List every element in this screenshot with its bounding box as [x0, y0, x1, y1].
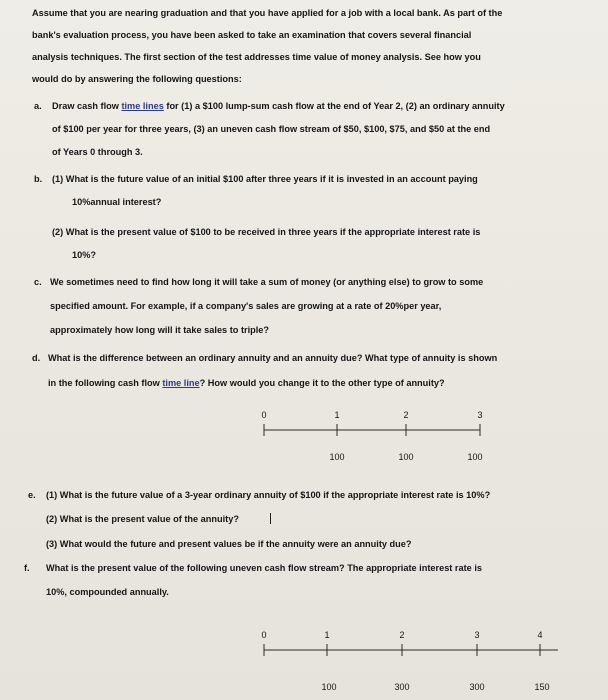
time-lines-link[interactable]: time lines — [121, 101, 164, 111]
question-c-line-3: approximately how long will it take sales to triple? — [50, 325, 270, 335]
intro-line-3: analysis techniques. The first section of the test addresses time value of money analysis. See how you — [32, 52, 481, 62]
question-a-line-2: of $100 per year for three years, (3) an uneven cash flow stream of $50, $100, $75, and $50 at the end — [52, 124, 491, 134]
timeline-f-cashflow-3: 300 — [469, 682, 485, 692]
question-c-marker: c. — [34, 277, 42, 287]
timeline-f-period-4: 4 — [537, 630, 543, 640]
timeline-d-cashflow-2: 100 — [398, 452, 414, 462]
timeline-f-period-2: 2 — [399, 630, 405, 640]
timeline-f-cashflow-1: 100 — [321, 682, 337, 692]
question-d-text-cont: ? How would you change it to the other type of annuity? — [199, 378, 445, 388]
question-d-text: in the following cash flow — [48, 378, 163, 388]
question-a-text-cont: for (1) a $100 lump-sum cash flow at the end of Year 2, (2) an ordinary annuity — [163, 101, 505, 111]
timeline-f-cashflow-2: 300 — [394, 682, 410, 692]
question-d-marker: d. — [32, 353, 41, 363]
question-b-marker: b. — [34, 174, 43, 184]
intro-line-2: bank's evaluation process, you have been asked to take an examination that covers several financial — [32, 30, 472, 40]
question-f-marker: f. — [24, 563, 30, 573]
question-b-line-3: (2) What is the present value of $100 to be received in three years if the appropriate interest rate is — [52, 227, 481, 237]
intro-line-1: Assume that you are nearing graduation and that you have applied for a job with a local bank. As part of the — [32, 8, 503, 18]
timeline-d-period-0: 0 — [261, 410, 267, 420]
question-f-line-1: What is the present value of the following uneven cash flow stream? The appropriate interest rate is — [46, 563, 482, 573]
timeline-d-cashflow-3: 100 — [467, 452, 483, 462]
question-e-line-2: (2) What is the present value of the annuity? — [46, 514, 239, 524]
time-line-link[interactable]: time line — [162, 378, 200, 388]
question-e-line-1: (1) What is the future value of a 3-year ordinary annuity of $100 if the appropriate interest rate is 10%? — [46, 490, 491, 500]
question-f-line-2: 10%, compounded annually. — [46, 587, 169, 597]
question-a-text: Draw cash flow — [52, 101, 122, 111]
timeline-d-cashflow-1: 100 — [329, 452, 345, 462]
text-cursor — [270, 513, 271, 524]
timeline-f-period-0: 0 — [261, 630, 267, 640]
timeline-f-cashflow-4: 150 — [534, 682, 550, 692]
timeline-d-period-1: 1 — [334, 410, 340, 420]
timeline-d-period-3: 3 — [477, 410, 483, 420]
timeline-f-period-1: 1 — [324, 630, 330, 640]
timeline-d-period-2: 2 — [403, 410, 409, 420]
question-b-line-2: 10%annual interest? — [72, 197, 162, 207]
question-c-line-1: We sometimes need to find how long it will take a sum of money (or anything else) to grow to some — [50, 277, 484, 287]
question-a-line-3: of Years 0 through 3. — [52, 147, 143, 157]
question-e-marker: e. — [28, 490, 36, 500]
question-b-line-4: 10%? — [72, 250, 97, 260]
timeline-f-period-3: 3 — [474, 630, 480, 640]
question-b-line-1: (1) What is the future value of an initial $100 after three years if it is invested in an account paying — [52, 174, 478, 184]
question-a-marker: a. — [34, 101, 42, 111]
question-d-line-1: What is the difference between an ordinary annuity and an annuity due? What type of annuity is shown — [48, 353, 498, 363]
question-e-line-3: (3) What would the future and present values be if the annuity were an annuity due? — [46, 539, 412, 549]
intro-line-4: would do by answering the following questions: — [32, 74, 242, 84]
question-c-line-2: specified amount. For example, if a company's sales are growing at a rate of 20%per year, — [50, 301, 442, 311]
